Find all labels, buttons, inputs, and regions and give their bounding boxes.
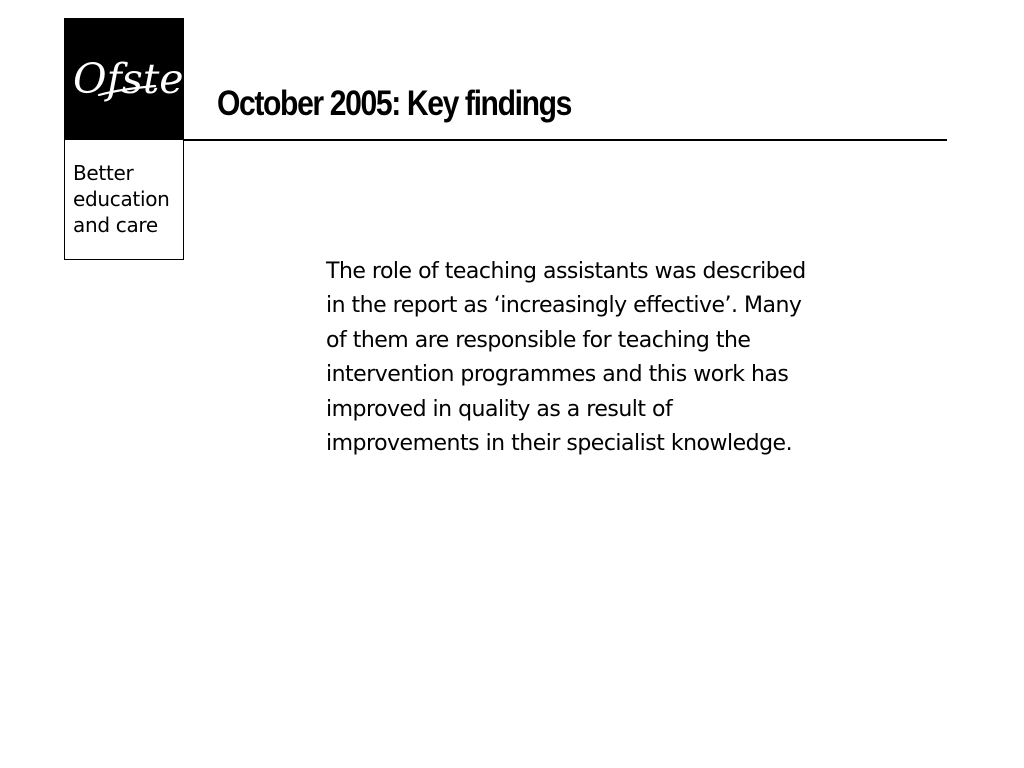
body-line: improved in quality as a result of	[326, 396, 673, 422]
ofsted-wordmark-icon	[71, 53, 210, 113]
logo-wordmark-block	[65, 19, 210, 140]
body-paragraph	[326, 255, 926, 461]
body-line: of them are responsible for teaching the	[326, 327, 751, 353]
ofsted-logo	[64, 18, 210, 260]
slide-title: October 2005: Key findings	[217, 84, 571, 123]
body-line: in the report as ‘increasingly effective’. Many	[326, 293, 802, 319]
body-line: The role of teaching assistants was described	[326, 259, 806, 284]
logo-tagline	[73, 160, 183, 238]
tagline-line: education	[73, 187, 170, 211]
tagline-line: and care	[73, 213, 158, 237]
title-divider	[184, 139, 947, 141]
body-line: improvements in their specialist knowledge.	[326, 431, 793, 457]
tagline-line: Better	[73, 161, 134, 185]
logo-wordmark: Ofsted	[73, 55, 210, 103]
body-line: intervention programmes and this work has	[326, 362, 789, 388]
